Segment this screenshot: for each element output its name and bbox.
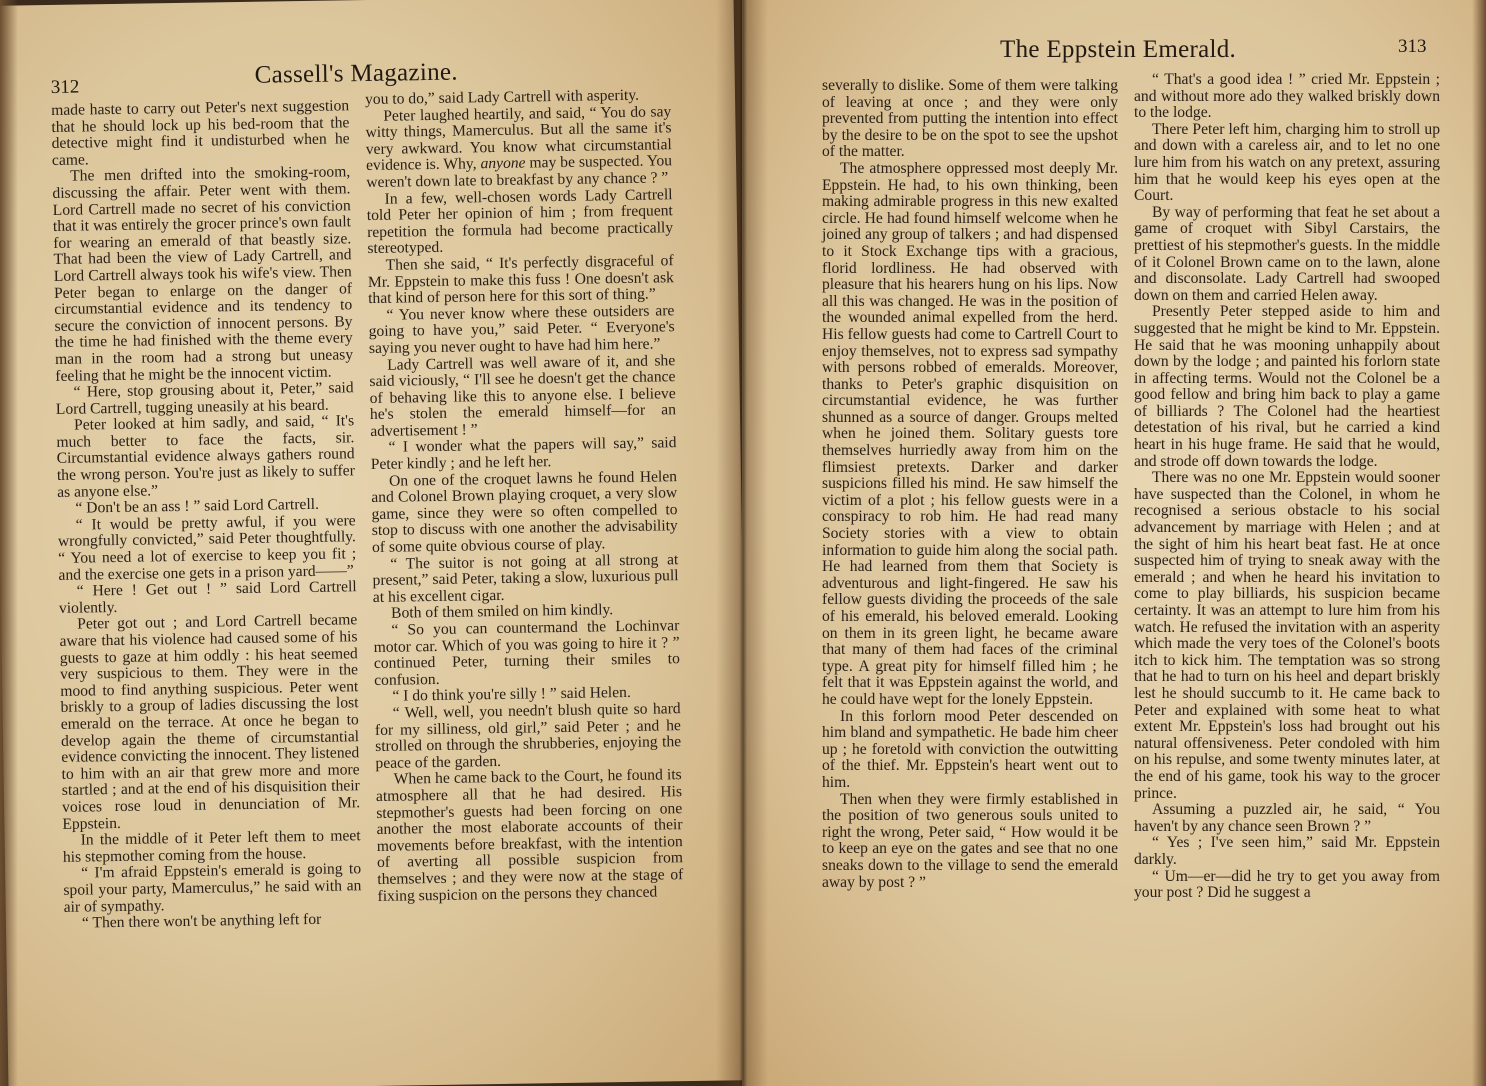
- paragraph: There was no one Mr. Eppstein would sooner have suspected than the Colonel, in whom he recognised a serious obstacle to his social advancement by marriage with Helen ; and at the sight of him his heart beat fast. He at once suspected him of trying to sneak away with the emerald ; and when he heard his invitation to come to play billiards, his suspicion became certainty. It was an attempt to lure him from his watch. He refused the invitation with an asperity which made the very toes of the Colonel's boots itch to kick him. The temptation was so strong that he had to turn on his heel and depart briskly lest he should succumb to it. He came back to Peter and explained with some heat to what extent Mr. Eppstein's loss had brought out his natural offensiveness. Peter condoled with him on his repulse, and some twenty minutes later, at the end of his game, took his way to the grocer prince.: [1134, 469, 1440, 802]
- right-column-1: [822, 78, 1118, 891]
- paragraph: Then when they were firmly established in the position of two generous souls united to right the wrong, Peter said, “ How would it be to keep an eye on the gates and see that no one sneaks down to the village to send the emerald away by post ? ”: [822, 790, 1118, 891]
- paragraph: “ It would be pretty awful, if you were wrongfully convicted,” said Peter thoughtfully. “ You need a lot of exercise to keep you fit ; and the exercise one gets in a prison yard——”: [57, 512, 357, 584]
- left-page-edge: [0, 0, 18, 1086]
- left-column-2: [365, 87, 684, 905]
- paragraph: “ Then there won't be anything left for: [81, 910, 322, 932]
- paragraph: made haste to carry out Peter's next suggestion that he should lock up his bed-room that the detective might find it undisturbed when he came.: [51, 97, 350, 169]
- paragraph: “ That's a good idea ! ” cried Mr. Eppstein ; and without more ado they walked briskly down to the lodge.: [1134, 71, 1440, 122]
- paragraph: you to do,” said Lady Cartrell with asperity.: [364, 86, 640, 109]
- paragraph: “ Well, well, you needn't blush quite so hard for my silliness, old girl,” said Peter ; and he strolled on through the shrubberies, enjoying the peace of the garden.: [374, 700, 682, 772]
- paragraph: “ I wonder what the papers will say,” said Peter kindly ; and he left her.: [370, 434, 677, 474]
- paragraph: Lady Cartrell was well aware of it, and she said viciously, “ I'll see he doesn't get the chance of behaving like this to anyone else. I believe he's stolen the emerald himself—for an advertisement ! ”: [369, 351, 677, 440]
- paragraph: “ I do think you're silly ! ” said Helen.: [392, 684, 631, 706]
- paragraph: “ Here, stop grousing about it, Peter,” said Lord Cartrell, tugging uneasily at his beard.: [55, 379, 354, 418]
- left-page-number: 312: [50, 76, 80, 98]
- paragraph: [365, 104, 672, 192]
- paragraph: “ So you can countermand the Lochinvar motor car. Which of you was going to hire it ? ” continued Peter, turning their smiles to confusion.: [373, 617, 680, 689]
- right-page-number: 313: [1398, 36, 1427, 57]
- left-column-1: [51, 98, 362, 932]
- left-running-title: Cassell's Magazine.: [254, 58, 459, 89]
- paragraph: In the middle of it Peter left them to meet his stepmother coming from the house.: [62, 827, 361, 866]
- italic-word: anyone: [480, 154, 526, 173]
- paragraph: Presently Peter stepped aside to him and suggested that he might be kind to Mr. Eppstein. He said that he was mooning unhappily about down by the lodge ; and painted his forlorn state in affecting terms. Would not the Colonel be a good fellow and bring him back to play a game of billiards ? The Colonel had the heartiest detestation of his rival, but he carried a kind heart in his huge frame. He said that he would, and strode off down towards the lodge.: [1134, 303, 1440, 470]
- paragraph: The men drifted into the smoking-room, discussing the affair. Peter went with them. Lord Cartrell made no secret of his conviction that it was entirely the grocer prince's own fault for wearing an emerald of that beastly size. That had been the view of Lady Cartrell, and Lord Cartrell always took his wife's view. Then Peter began to enlarge on the danger of circumstantial evidence and its tendency to secure the conviction of innocent persons. By the time he had finished with the theme every man in the room had a strong but uneasy feeling that he might be the innocent victim.: [52, 163, 354, 385]
- paragraph: “ I'm afraid Eppstein's emerald is going to spoil your party, Mamerculus,” he said with an air of sympathy.: [63, 860, 362, 916]
- paragraph: “ The suitor is not going at all strong at present,” said Peter, taking a slow, luxurious pull at his excellent cigar.: [372, 550, 679, 606]
- paragraph: Both of them smiled on him kindly.: [390, 601, 614, 623]
- paragraph: Assuming a puzzled air, he said, “ You haven't by any chance seen Brown ? ”: [1134, 801, 1440, 835]
- paragraph-text: may be suspected. You weren't down late to breakfast by any chance ? ”: [366, 152, 673, 191]
- paragraph: In a few, well-chosen words Lady Cartrell told Peter her opinion of him ; from frequent repetition the formula had become practically stereotyped.: [366, 185, 674, 258]
- paragraph: “ You never know where these outsiders are going to have you,” said Peter. “ Everyone's saying you never ought to have had him here.”: [368, 301, 675, 357]
- paragraph: Peter looked at him sadly, and said, “ It's much better to face the facts, sir. Circumstantial evidence always gathers round the wrong person. You're just as likely to suffer as anyone else.”: [56, 412, 355, 501]
- paragraph: severally to dislike. Some of them were talking of leaving at once ; and they were only prevented from putting the intention into effect by the desire to be on the spot to see the upshot of the matter.: [822, 77, 1118, 161]
- paragraph: When he came back to the Court, he found its atmosphere all that he had desired. His stepmother's guests had been forcing on one another the most elaborate accounts of their movements before breakfast, with the intention of averting all possible suspicion from themselves ; and they were now at the stage of fixing suspicion on the persons they chanced: [375, 766, 684, 905]
- paragraph: “ Here ! Get out ! ” said Lord Cartrell violently.: [58, 578, 357, 617]
- paragraph: Peter got out ; and Lord Cartrell became aware that his violence had caused some of his guests to gaze at him oddly : his heat seemed very suspicious to them. They were in the mood to find anything suspicious. Peter went briskly to a group of ladies discussing the lost emerald on the terrace. At once he began to develop again the theme of circumstantial evidence convicting the innocent. They listened to him with an air that grew more and more startled ; and at the end of his disquisition their voices rose loud in denunciation of Mr. Eppstein.: [59, 611, 361, 833]
- paragraph: “ Yes ; I've seen him,” said Mr. Eppstein darkly.: [1134, 834, 1440, 868]
- paragraph: The atmosphere oppressed most deeply Mr. Eppstein. He had, to his own thinking, been making admirable progress in this new exalted circle. He had found himself welcome when he joined any group of talkers ; and had dispensed to it Stock Exchange tips with a gracious, florid lordliness. He had observed with pleasure that his hearers hung on his lips. Now all this was changed. He was in the position of the wounded animal expelled from the herd. His fellow guests had come to Cartrell Court to enjoy themselves, not to express sad sympathy with persons robbed of emeralds. Moreover, thanks to Peter's graphic disquisition on circumstantial evidence, he was further shunned as a source of danger. Groups melted when he joined them. Solitary guests tore themselves hurriedly away from him on the flimsiest pretexts. Darker and darker suspicions filled his mind. He saw himself the victim of a plot ; his fellow guests were in a conspiracy to rob him. He had read many Society stories with a view to obtain information to guide him along the social path. He had learned from them that Society is adventurous and light-fingered. He saw his fellow guests dividing the proceeds of the sale of his emerald, his beloved emerald. Looking on them in its green light, he became aware that many of them had faces of the criminal type. A great pity for himself filled him ; he felt that it was Eppstein against the world, and he could have wept for the lonely Eppstein.: [822, 159, 1118, 708]
- right-page: [742, 0, 1486, 1086]
- paragraph-text: Peter laughed heartily, and said, “ You do say witty things, Mamerculus. But all the same it's very awkward. You know what circumstantial evidence is. Why,: [365, 102, 672, 175]
- paragraph: On one of the croquet lawns he found Helen and Colonel Brown playing croquet, a very slow game, since they were so often compelled to stop to discuss with one another the advisability of some quite obvious course of play.: [371, 467, 678, 557]
- paragraph: “ Don't be an ass ! ” said Lord Cartrell.: [75, 496, 320, 517]
- paragraph: There Peter left him, charging him to stroll up and down with a careless air, and to let no one lure him from his watch on any pretext, assuring him that he would keep his eyes open at the Court.: [1134, 120, 1440, 205]
- right-column-2: [1134, 72, 1440, 902]
- paragraph: Then she said, “ It's perfectly disgraceful of Mr. Eppstein to make this fuss ! One doesn't ask that kind of person here for this sort of thing.”: [367, 252, 674, 308]
- right-page-edge: [1472, 0, 1486, 1086]
- right-running-title: The Eppstein Emerald.: [1000, 36, 1237, 63]
- paragraph: By way of performing that feat he set about a game of croquet with Sibyl Carstairs, the prettiest of his stepmother's guests. In the middle of it Colonel Brown came on to the lawn, alone and disconsolate. Lady Cartrell had swooped down on them and carried Helen away.: [1134, 203, 1440, 304]
- paragraph: “ Um—er—did he try to get you away from your post ? Did he suggest a: [1134, 867, 1440, 902]
- paragraph: In this forlorn mood Peter descended on him bland and sympathetic. He bade him cheer up ; he foretold with conviction the outwitting of the thief. Mr. Eppstein's heart went out to him.: [822, 707, 1118, 791]
